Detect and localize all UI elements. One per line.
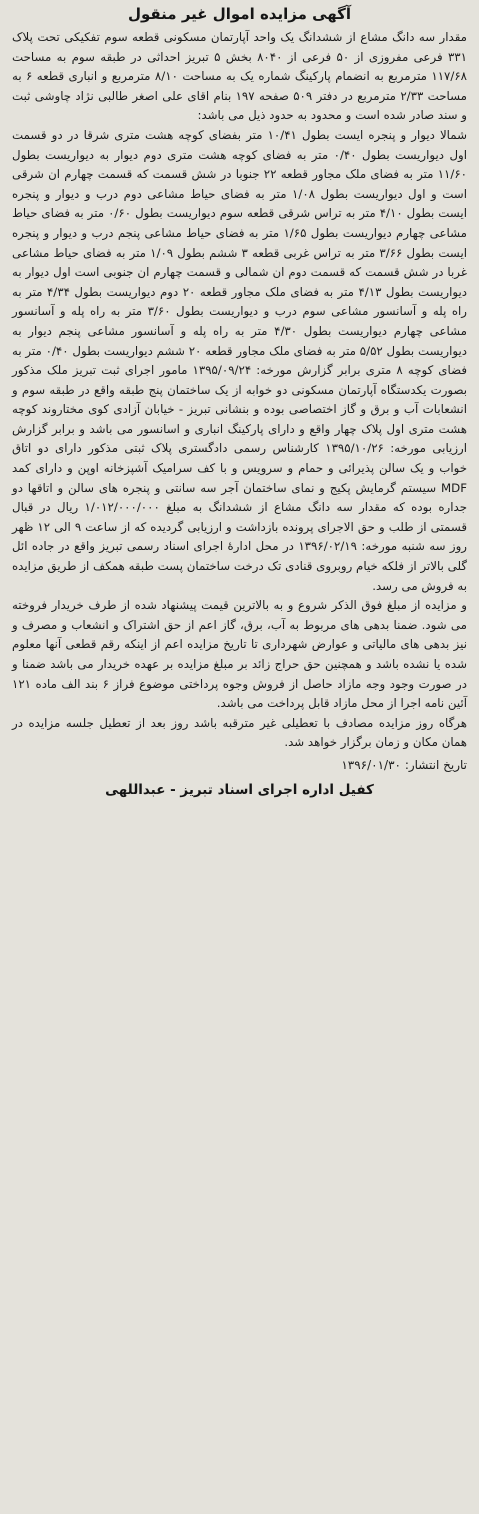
notice-body [12,28,467,753]
notice-paragraph-property-description: مقدار سه دانگ مشاع از ششدانگ یک واحد آپارتمان مسکونی قطعه سوم تفکیکی تحت پلاک ۳۳۱ فرعی مفروزی از ۵۰ فرعی از ۸۰۴۰ بخش ۵ تبریز احداثی در طبقه سوم به مساحت ۱۱۷/۶۸ مترمربع به انضمام پارکینگ شماره یک به مساحت ۸/۱۰ مترمربع و انباری قطعه ۶ به مساحت ۲/۳۳ مترمربع در دفتر ۵۰۹ صفحه ۱۹۷ بنام اقای علی اصغر طالبی نژاد چاوشی ثبت و سند صادر شده است و محدود به حدود ذیل می باشد: [12,30,468,123]
notice-title: آگهی مزایده اموال غیر منقول [127,5,352,23]
notice-paragraph-auction-terms: و مزایده از مبلغ فوق الذکر شروع و به بالاترین قیمت پیشنهاد شده از طرف خریدار فروخته می شود. ضمنا بدهی های مربوط به آب، برق، گاز اعم از حق اشتراک و انشعاب و مصرف و نیز بدهی های مالیاتی و عوارض شهرداری تا تاریخ مزایده اعم از اینکه رقم قطعی آنها معلوم شده یا نشده باشد و همچنین حق حراج زائد بر مبلغ مزایده بر عهده خریدار می باشد ضمنا و در صورت وجود وجه مازاد حاصل از فروش وجوه پرداختی موضوع فراز ۶ بند الف ماده ۱۲۱ آئین نامه اجرا از محل مازاد قابل پرداخت می باشد. [12,598,467,711]
signature: کفیل اداره اجرای اسناد تبریز - عبداللهی [105,781,374,798]
notice-paragraph-holiday-clause: هرگاه روز مزایده مصادف با تعطیلی غیر مترقبه باشد روز بعد از تعطیل جلسه مزایده در همان مکان و زمان برگزار خواهد شد. [12,715,467,750]
publication-date: تاریخ انتشار: ۱۳۹۶/۰۱/۳۰ [341,757,467,772]
notice-paragraph-boundaries-and-details: شمالا دیوار و پنجره ایست بطول ۱۰/۴۱ متر بفضای کوچه هشت متری شرقا در دو قسمت اول دیواریست بطول ۰/۴۰ متر به فضای کوچه هشت متری دوم دیوار به دیواریست بطول ۱۱/۶۰ متر به فضای ملک مجاور قطعه ۲۲ جنوبا در شش قسمت که قسمت چهارم ان شرقی است و اول دیواریست بطول ۱/۰۸ متر به فضای حیاط مشاعی دوم درب و دیوار و پنجره ایست بطول ۴/۱۰ متر به تراس شرقی قطعه سوم دیواریست بطول ۰/۶۰ متر به فضای حیاط مشاعی چهارم دیواریست بطول ۱/۶۵ متر به فضای حیاط مشاعی پنجم درب و دیوار و پنجره ایست بطول ۳/۶۶ متر به تراس غربی قطعه ۳ ششم بطول ۱/۰۹ متر به فضای حیاط مشاعی غربا در شش قسمت که قسمت دوم ان شمالی و قسمت چهارم ان جنوبی است اول دیوار به دیواریست بطول ۴/۱۳ متر به فضای ملک مجاور قطعه ۲۰ دوم دیواریست بطول ۴/۳۴ متر به راه پله و آسانسور مشاعی سوم درب و دیواریست بطول ۳/۶۰ متر به راه پله و آسانسور مشاعی چهارم دیواریست بطول ۴/۳۰ متر به راه پله و آسانسور مشاعی پنجم دیوار به دیواریست بطول ۵/۵۲ متر به فضای ملک مجاور قطعه ۲۰ ششم دیواریست بطول ۰/۴۰ متر به فضای کوچه ۸ متری برابر گزارش مورخه: ۱۳۹۵/۰۹/۲۴ مامور اجرای ثبت تبریز ملک مذکور بصورت یکدستگاه آپارتمان مسکونی دو خوابه از یک ساختمان پنج طبقه واقع در طبقه سوم و انشعابات آب و برق و گاز اختصاصی بوده و بنشانی تبریز - خیابان آزادی کوی مختاروند کوچه هشت متری اول پلاک چهار واقع و دارای پارکینگ انباری و اسانسور می باشد و برابر گزارش ارزیابی مورخه: ۱۳۹۵/۱۰/۲۶ کارشناس رسمی دادگستری پلاک ثبتی مذکور دارای دو اتاق خواب و یک سالن پذیرائی و حمام و سرویس و با کف سرامیک آشپزخانه اوپن و دارای کمد MDF سیستم گرمایش پکیج و نمای ساختمان آجر سه سانتی و پنجره های سالن و اتاقها دو جداره بوده که مقدار سه دانگ مشاع از ششدانگ به مبلغ ۱/۰۱۲/۰۰۰/۰۰۰ ریال در قبال قسمتی از طلب و حق الاجرای پرونده بازداشت و ارزیابی گردیده که از ساعت ۹ الی ۱۲ ظهر روز سه شنبه مورخه: ۱۳۹۶/۰۲/۱۹ در محل ادارهٔ اجرای اسناد رسمی تبریز واقع در جاده ائل گلی بالاتر از فلکه خیام روبروی قنادی تک درخت ساختمان پست طبقه همکف از طریق مزایده به فروش می رسد. [12,127,468,593]
